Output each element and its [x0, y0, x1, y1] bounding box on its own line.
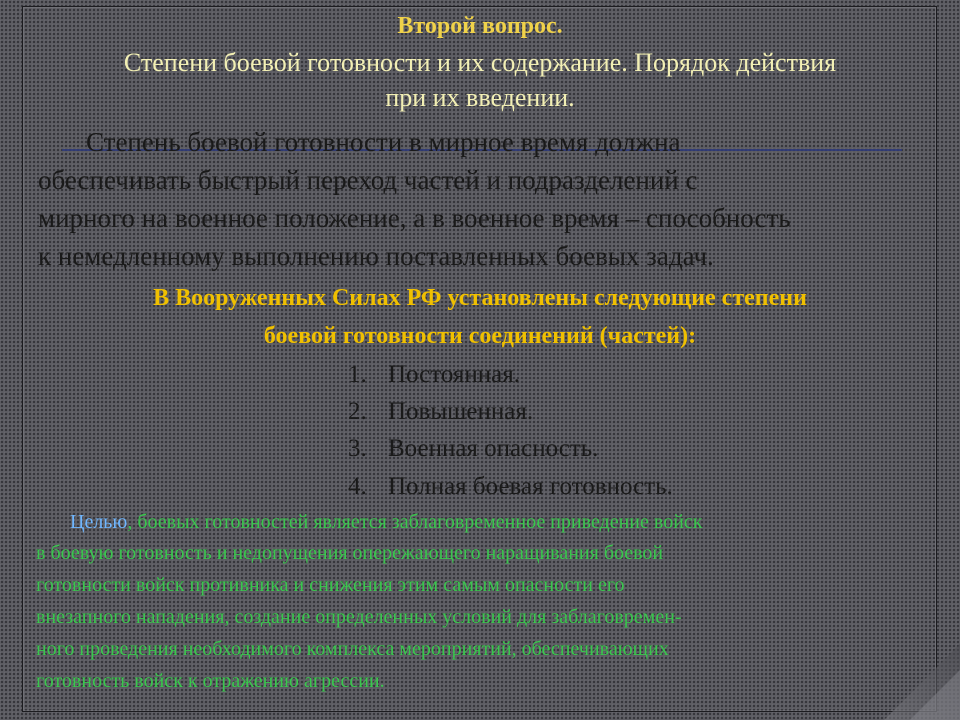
intro-line-4: к немедленному выполнению поставленных боевых задач. — [38, 241, 714, 271]
goal-first-line-rest: , боевых готовностей является заблаговременное приведение войск — [127, 511, 703, 533]
list-label: Повышенная. — [388, 398, 534, 425]
intro-line-2: обеспечивать быстрый переход частей и подразделений с — [38, 165, 698, 195]
list-number: 2. — [348, 398, 367, 425]
list-label: Военная опасность. — [388, 435, 599, 462]
list-label: Постоянная. — [388, 361, 520, 388]
subtitle-line-2: при их введении. — [385, 83, 575, 112]
list-item — [348, 470, 673, 504]
list-number: 1. — [348, 361, 367, 388]
intro-line-3: мирного на военное положение, а в военное время – способность — [38, 203, 791, 233]
list-item — [348, 358, 520, 392]
subtitle-line-1: Степени боевой готовности и их содержание. Порядок действия — [123, 48, 837, 77]
highlight-line-2: боевой готовности соединений (частей): — [263, 323, 697, 349]
page-curl-decoration — [864, 624, 960, 720]
goal-line-1 — [70, 507, 703, 538]
intro-line-1: Степень боевой готовности в мирное время должна — [86, 127, 681, 157]
goal-line-5: ного проведения необходимого комплекса мероприятий, обеспечивающих — [36, 638, 669, 660]
goal-line-6: готовность войск к отражению агрессии. — [36, 670, 385, 692]
list-number: 4. — [348, 473, 367, 500]
list-item — [348, 395, 533, 429]
goal-line-2: в боевую готовность и недопущения опережающего наращивания боевой — [36, 542, 664, 564]
goal-lead-word: Целью — [70, 511, 128, 533]
list-label: Полная боевая готовность. — [388, 473, 673, 500]
highlight-line-1: В Вооруженных Силах РФ установлены следующие степени — [153, 285, 807, 311]
slide-heading: Второй вопрос. — [397, 13, 563, 39]
list-number: 3. — [348, 435, 367, 462]
list-item — [348, 432, 598, 466]
goal-line-3: готовности войск противника и снижения этим самым опасности его — [36, 574, 625, 596]
goal-line-4: внезапного нападения, создание определенных условий для заблаговремен- — [36, 606, 682, 628]
